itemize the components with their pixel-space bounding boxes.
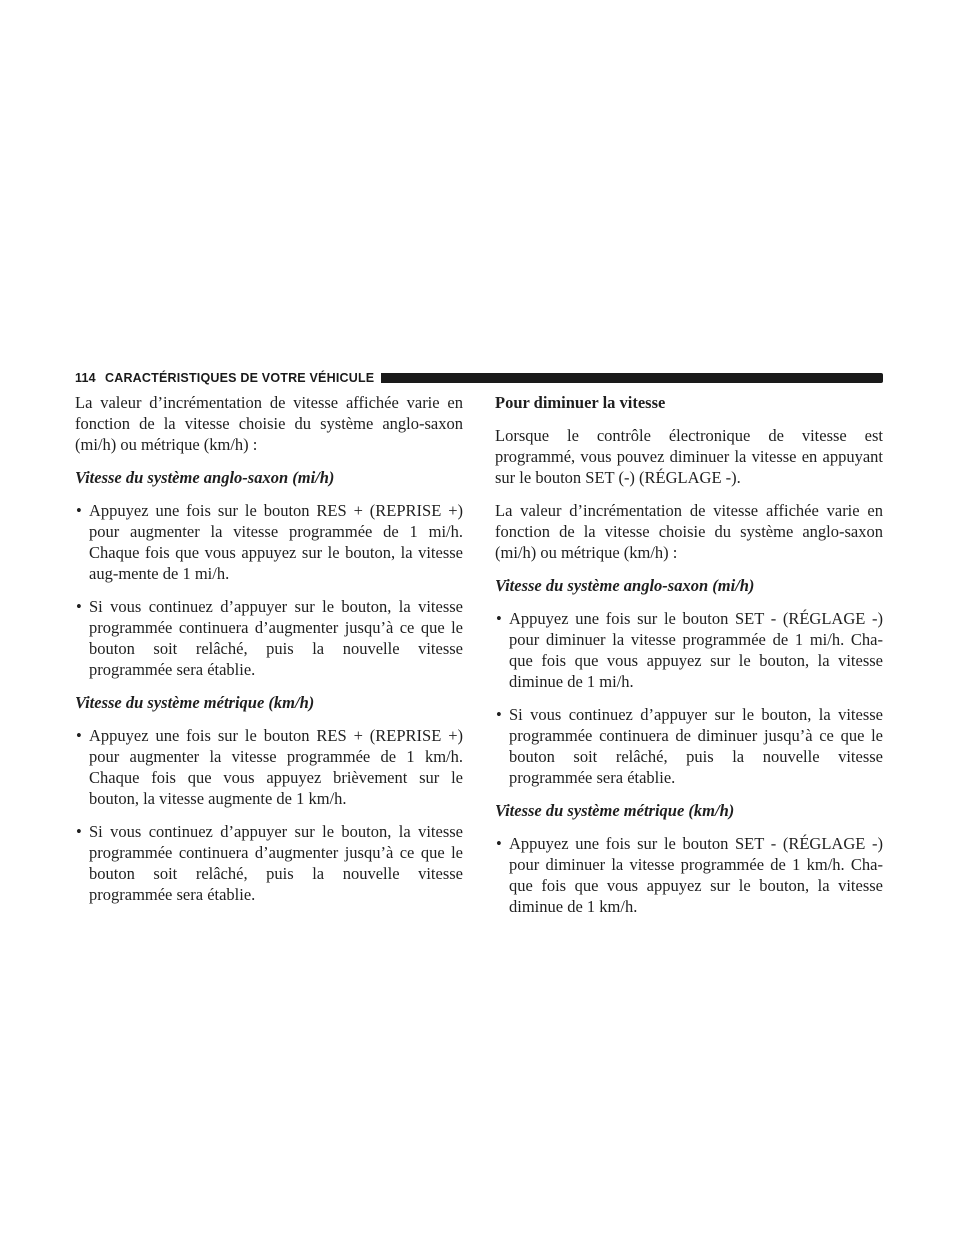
imperial-heading: Vitesse du système anglo-saxon (mi/h) [75,468,335,487]
list-item-text: Appuyez une fois sur le bouton RES + (REPRISE +) pour augmenter la vitesse programmée de 1 mi/h. Chaque fois que vous appuyez sur le bouton, la vitesse aug-mente de 1 mi/h. [89,501,463,583]
list-item-text: Si vous continuez d’appuyer sur le bouton, la vitesse programmée continuera de diminuer jusqu’à ce que le bouton soit relâché, puis la nouvelle vitesse programmée sera établie. [509,705,883,787]
right-column [495,392,883,929]
page-number: 114 [75,371,96,385]
imperial-list [75,500,463,680]
list-item [75,725,463,809]
intro-paragraph: La valeur d’incrémentation de vitesse affichée varie en fonction de la vitesse choisie du système anglo-saxon (mi/h) ou métrique (km/h) : [75,393,463,454]
body-paragraph: La valeur d’incrémentation de vitesse affichée varie en fonction de la vitesse choisie du système anglo-saxon (mi/h) ou métrique (km/h) : [495,501,883,562]
page-header [75,370,883,386]
metric-list [495,833,883,917]
chapter-title: CARACTÉRISTIQUES DE VOTRE VÉHICULE [105,371,375,385]
body-paragraph: Lorsque le contrôle électronique de vitesse est programmé, vous pouvez diminuer la vitesse en appuyant sur le bouton SET (-) (RÉGLAGE -). [495,426,883,487]
list-item [75,821,463,905]
list-item-text: Appuyez une fois sur le bouton RES + (REPRISE +) pour augmenter la vitesse programmée de 1 km/h. Chaque fois que vous appuyez brièvement sur le bouton, la vitesse augmente de 1 km/h. [89,726,463,808]
list-item [495,608,883,692]
left-column [75,392,463,917]
header-rule [381,373,883,383]
bullet-icon: • [496,609,502,628]
bullet-icon: • [496,834,502,853]
bullet-icon: • [76,597,82,616]
bullet-icon: • [76,822,82,841]
bullet-icon: • [76,726,82,745]
imperial-heading: Vitesse du système anglo-saxon (mi/h) [495,576,755,595]
list-item [495,704,883,788]
list-item-text: Appuyez une fois sur le bouton SET - (RÉGLAGE -) pour diminuer la vitesse programmée de 1 km/h. Cha-que fois que vous appuyez sur le bouton, la vitesse diminue de 1 km/h. [509,834,883,916]
list-item [75,596,463,680]
list-item [495,833,883,917]
metric-heading: Vitesse du système métrique (km/h) [495,801,735,820]
metric-heading: Vitesse du système métrique (km/h) [75,693,315,712]
section-heading: Pour diminuer la vitesse [495,393,666,412]
list-item [75,500,463,584]
metric-list [75,725,463,905]
bullet-icon: • [496,705,502,724]
bullet-icon: • [76,501,82,520]
imperial-list [495,608,883,788]
list-item-text: Appuyez une fois sur le bouton SET - (RÉGLAGE -) pour diminuer la vitesse programmée de 1 mi/h. Cha-que fois que vous appuyez sur le bouton, la vitesse diminue de 1 mi/h. [509,609,883,691]
list-item-text: Si vous continuez d’appuyer sur le bouton, la vitesse programmée continuera d’augmenter jusqu’à ce que le bouton soit relâché, puis la nouvelle vitesse programmée sera établie. [89,597,463,679]
list-item-text: Si vous continuez d’appuyer sur le bouton, la vitesse programmée continuera d’augmenter jusqu’à ce que le bouton soit relâché, puis la nouvelle vitesse programmée sera établie. [89,822,463,904]
